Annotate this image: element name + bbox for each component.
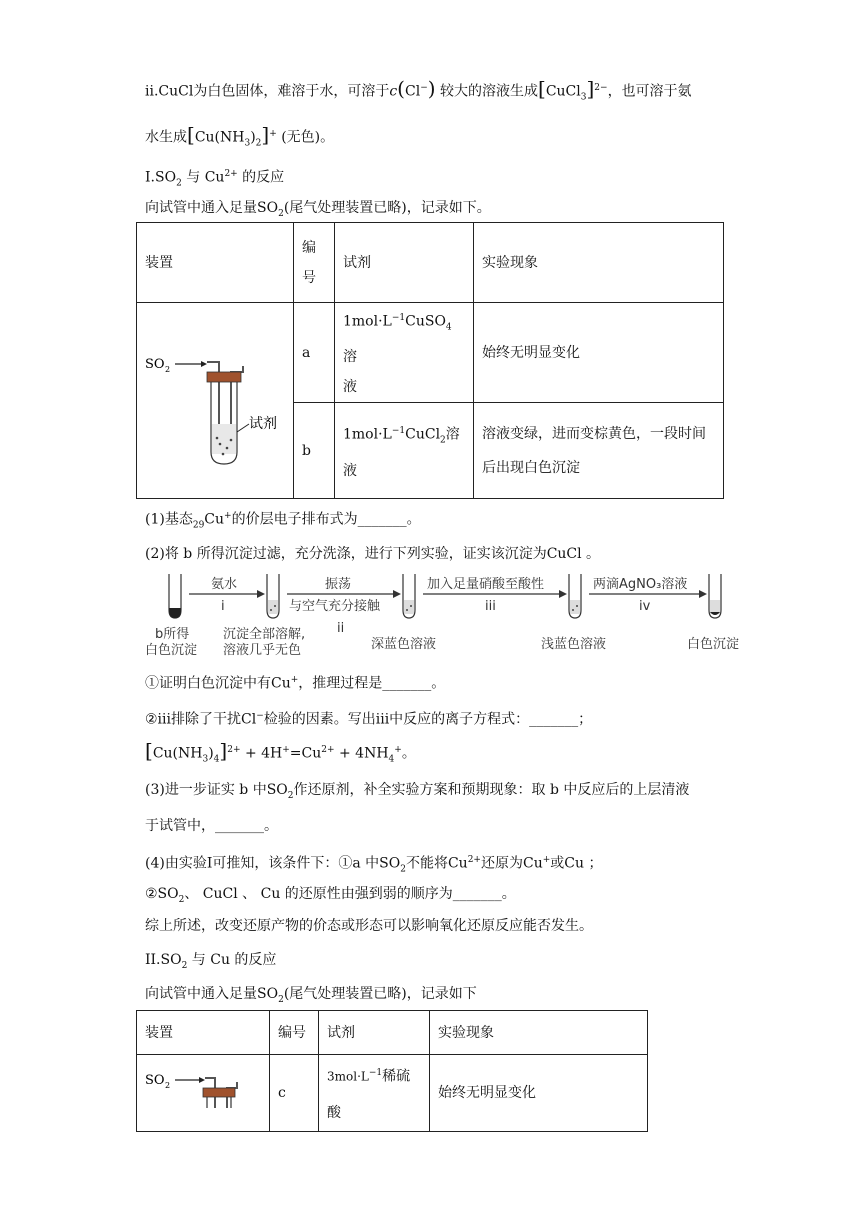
tube4-caption: 浅蓝色溶液 [541, 637, 607, 652]
t2-row-c-phenomenon: 始终无明显变化 [430, 1055, 648, 1132]
intro-line-1: ii.CuCl为白色固体，难溶于水，可溶于c(Cl−) 较大的溶液生成[CuCl$_3$]$^{2-}$，也可溶于氨 [145, 76, 692, 103]
t2-row-c-id: c [270, 1055, 319, 1132]
question-3-line1: (3)进一步证实 b 中$SO_2$作还原剂，补全实验方案和预期现象：取 b 中反应后的上层清液 [145, 782, 690, 801]
test-tube-apparatus-2 [145, 1064, 255, 1108]
intro-text-b: 较大的溶液生成 [440, 83, 538, 100]
header-device: 装置 [137, 223, 294, 303]
row-b-reagent: $1mol\cdot L^{-1}CuCl_2$溶 液 [335, 403, 474, 499]
intro-text-d: ，也可溶于氨 [607, 83, 692, 100]
step-ii-condition: 与空气充分接触 [289, 599, 381, 614]
paren: ( [397, 76, 405, 101]
tube3-caption: 深蓝色溶液 [371, 637, 437, 652]
intro-text: ii.CuCl为白色固体，难溶于水，可溶于 [145, 83, 390, 100]
question-2-equation: $[Cu(NH_3)_4]^{2+} + 4H^+=Cu^{2+} + 4NH_4^+$。 [145, 738, 416, 765]
svg-text:2: 2 [165, 364, 171, 374]
header-reagent: 试剂 [335, 223, 474, 303]
t2-header-number: 编号 [270, 1011, 319, 1055]
intro-line-2: 水生成$[Cu(NH_3)_2]^+$ (无色)。 [145, 122, 335, 149]
step-iv-reagent: 两滴AgNO₃溶液 [593, 577, 688, 592]
section1-desc: 向试管中通入足量$SO_2$(尾气处理装置已略)，记录如下。 [145, 200, 491, 219]
tube2-caption-a: 沉淀全部溶解, [223, 627, 306, 642]
step-i-reagent: 氨水 [211, 577, 238, 592]
header-number: 编 号 [294, 223, 335, 303]
step-iii-label: iii [485, 599, 496, 614]
section2-title: $II.SO_2$ 与 Cu 的反应 [145, 952, 277, 971]
step-ii-label: ii [337, 621, 345, 636]
t2-device-cell [137, 1055, 270, 1132]
row-a-id: a [294, 303, 335, 403]
tube1-caption-a: b所得 [155, 627, 190, 642]
row-a-phenomenon: 始终无明显变化 [474, 303, 724, 403]
row-b-phenomenon: 溶液变绿，进而变棕黄色，一段时间 后出现白色沉淀 [474, 403, 724, 499]
test-tube-apparatus [145, 314, 285, 474]
question-4-line1: (4)由实验I可推知，该条件下：①a 中$SO_2$不能将$Cu^{2+}$还原为Cu+或Cu ； [145, 855, 603, 875]
experiment-table-1 [136, 222, 724, 499]
cucl3-complex: CuCl [545, 83, 581, 100]
step-iv-label: iv [639, 599, 651, 614]
cu-nh3-complex: Cu(NH [194, 129, 245, 146]
flow-diagram [145, 568, 755, 658]
row-b-id: b [294, 403, 335, 499]
tube1-caption-b: 白色沉淀 [145, 643, 198, 658]
question-4-summary: 综上所述，改变还原产物的价态或形态可以影响氧化还原反应能否发生。 [145, 918, 593, 934]
intro-text-2: 水生成 [145, 129, 187, 146]
reagent-label: 试剂 [249, 415, 277, 432]
step-iii-reagent: 加入足量硝酸至酸性 [427, 577, 545, 592]
so2-label: SO [145, 356, 165, 372]
t2-header-reagent: 试剂 [319, 1011, 430, 1055]
header-phenomenon: 实验现象 [474, 223, 724, 303]
concentration-symbol: c [389, 83, 398, 100]
svg-text:SO: SO [145, 1072, 165, 1088]
tube5-caption: 白色沉淀 [687, 637, 740, 652]
t2-header-device: 装置 [137, 1011, 270, 1055]
experiment-table-2 [136, 1010, 648, 1132]
question-4-line2: $②SO_2$、 CuCl 、 Cu 的还原性由强到弱的顺序为_______。 [145, 886, 516, 905]
intro-text-2b: (无色)。 [281, 129, 335, 146]
t2-header-phenomenon: 实验现象 [430, 1011, 648, 1055]
row-a-reagent: $1mol\cdot L^{-1}CuSO_4$溶 液 [335, 303, 474, 403]
t2-row-c-reagent: $3mol\cdot L^{-1}$稀硫酸 [319, 1055, 430, 1132]
chloride: Cl [404, 83, 421, 100]
section1-title: $I.SO_2$ 与 $Cu^{2+}$ 的反应 [145, 169, 285, 189]
question-2-sub1: ①证明白色沉淀中有Cu+，推理过程是_______。 [145, 675, 446, 692]
svg-text:2: 2 [165, 1080, 171, 1090]
step-i-label: i [221, 599, 225, 614]
question-1: (1)基态$_{29}$Cu+的价层电子排布式为_______。 [145, 511, 421, 531]
question-2-sub2: ②iii排除了干扰Cl−检验的因素。写出iii中反应的离子方程式：_______； [145, 711, 593, 728]
device-cell [137, 303, 294, 499]
section2-desc: 向试管中通入足量$SO_2$(尾气处理装置已略)，记录如下 [145, 986, 477, 1005]
question-2-intro: (2)将 b 所得沉淀过滤，充分洗涤，进行下列实验，证实该沉淀为CuCl 。 [145, 546, 601, 562]
tube2-caption-b: 溶液几乎无色 [223, 643, 302, 658]
question-3-line2: 于试管中，_______。 [145, 818, 278, 834]
step-ii-reagent: 振荡 [325, 577, 352, 592]
